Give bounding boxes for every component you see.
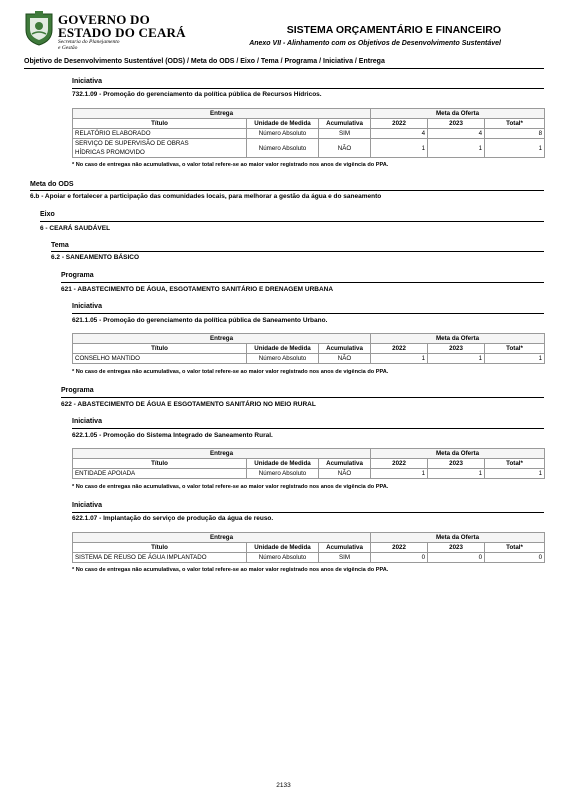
cell-acumulativa: SIM: [319, 553, 371, 563]
entrega-header: Entrega: [73, 449, 371, 459]
footnote: * No caso de entregas não acumulativas, o valor total refere-se ao maior valor registrado nos anos de vigência do PPA.: [72, 369, 389, 375]
annex-subtitle: Anexo VII - Alinhamento com os Objetivos de Desenvolvimento Sustentável: [249, 40, 501, 47]
col-2023: 2023: [428, 119, 485, 129]
cell-2023: 0: [428, 553, 485, 563]
gov-name-line2: ESTADO DO CEARÁ: [58, 25, 186, 40]
cell-unidade: Número Absoluto: [247, 553, 319, 563]
cell-2023: 1: [428, 139, 485, 158]
iniciativa-label: Iniciativa: [72, 303, 102, 310]
divider: [61, 282, 544, 283]
cell-2022: 0: [371, 553, 428, 563]
col-titulo: Título: [73, 119, 247, 129]
col-2022: 2022: [371, 119, 428, 129]
divider: [30, 190, 544, 191]
cell-total: 8: [485, 129, 545, 139]
meta-header: Meta da Oferta: [371, 109, 545, 119]
col-2022: 2022: [371, 459, 428, 469]
programa-label: Programa: [61, 387, 94, 394]
iniciativa-title: 622.1.05 - Promoção do Sistema Integrado de Saneamento Rural.: [72, 432, 273, 439]
iniciativa-label: Iniciativa: [72, 502, 102, 509]
entrega-header: Entrega: [73, 334, 371, 344]
cell-titulo: SISTEMA DE REUSO DE ÁGUA IMPLANTADO: [73, 553, 247, 563]
programa-label: Programa: [61, 272, 94, 279]
cell-acumulativa: NÃO: [319, 469, 371, 479]
col-titulo: Título: [73, 543, 247, 553]
col-2023: 2023: [428, 459, 485, 469]
footnote: * No caso de entregas não acumulativas, o valor total refere-se ao maior valor registrado nos anos de vigência do PPA.: [72, 162, 389, 168]
cell-titulo: ENTIDADE APOIADA: [73, 469, 247, 479]
table-row: [73, 354, 545, 364]
cell-acumulativa: NÃO: [319, 354, 371, 364]
meta-ods-title: 6.b - Apoiar e fortalecer a participação das comunidades locais, para melhorar a gestão da água e do saneamento: [30, 193, 382, 200]
divider: [72, 428, 544, 429]
iniciativa-title: 621.1.05 - Promoção do gerenciamento da política pública de Saneamento Urbano.: [72, 317, 328, 324]
divider: [72, 88, 544, 89]
table-row: [73, 129, 545, 139]
cell-titulo: CONSELHO MANTIDO: [73, 354, 247, 364]
meta-header: Meta da Oferta: [371, 449, 545, 459]
page-number: 2133: [276, 782, 291, 789]
tema-label: Tema: [51, 242, 69, 249]
col-acumulativa: Acumulativa: [319, 119, 371, 129]
col-acumulativa: Acumulativa: [319, 459, 371, 469]
programa-title: 622 - ABASTECIMENTO DE ÁGUA E ESGOTAMENTO SANITÁRIO NO MEIO RURAL: [61, 401, 316, 408]
cell-titulo: RELATÓRIO ELABORADO: [73, 129, 247, 139]
gov-name-line1: GOVERNO DO: [58, 12, 150, 27]
cell-unidade: Número Absoluto: [247, 354, 319, 364]
cell-total: 1: [485, 354, 545, 364]
cell-unidade: Número Absoluto: [247, 469, 319, 479]
cell-2023: 4: [428, 129, 485, 139]
col-titulo: Título: [73, 344, 247, 354]
col-total: Total*: [485, 119, 545, 129]
col-2022: 2022: [371, 543, 428, 553]
cell-2022: 1: [371, 354, 428, 364]
cell-2022: 4: [371, 129, 428, 139]
eixo-label: Eixo: [40, 211, 55, 218]
header-divider: [24, 68, 544, 69]
table-row: [73, 553, 545, 563]
gov-secretariat-line1: Secretaria do Planejamento: [58, 39, 120, 45]
cell-unidade: Número Absoluto: [247, 139, 319, 158]
col-unidade: Unidade de Medida: [247, 459, 319, 469]
meta-ods-label: Meta do ODS: [30, 181, 74, 188]
entrega-table: [72, 532, 545, 563]
state-coat-of-arms-logo: [24, 10, 54, 46]
hierarchy-path: Objetivo de Desenvolvimento Sustentável (ODS) / Meta do ODS / Eixo / Tema / Programa / Iniciativa / Entrega: [24, 58, 385, 65]
cell-2022: 1: [371, 469, 428, 479]
table-row: [73, 469, 545, 479]
iniciativa-title: 622.1.07 - Implantação do serviço de produção da água de reuso.: [72, 515, 274, 522]
divider: [40, 221, 544, 222]
iniciativa-title: 732.1.09 - Promoção do gerenciamento da política pública de Recursos Hídricos.: [72, 91, 322, 98]
col-total: Total*: [485, 459, 545, 469]
cell-total: 1: [485, 469, 545, 479]
cell-2023: 1: [428, 469, 485, 479]
cell-acumulativa: NÃO: [319, 139, 371, 158]
entrega-table: [72, 448, 545, 479]
col-2022: 2022: [371, 344, 428, 354]
tema-title: 6.2 - SANEAMENTO BÁSICO: [51, 254, 140, 261]
col-acumulativa: Acumulativa: [319, 344, 371, 354]
cell-unidade: Número Absoluto: [247, 129, 319, 139]
cell-total: 0: [485, 553, 545, 563]
divider: [72, 512, 544, 513]
col-unidade: Unidade de Medida: [247, 119, 319, 129]
table-row: [73, 139, 545, 158]
col-2023: 2023: [428, 344, 485, 354]
entrega-table: [72, 333, 545, 364]
entrega-header: Entrega: [73, 533, 371, 543]
divider: [61, 397, 544, 398]
eixo-title: 6 - CEARÁ SAUDÁVEL: [40, 225, 111, 232]
iniciativa-label: Iniciativa: [72, 418, 102, 425]
footnote: * No caso de entregas não acumulativas, o valor total refere-se ao maior valor registrado nos anos de vigência do PPA.: [72, 484, 389, 490]
divider: [51, 251, 544, 252]
entrega-table: [72, 108, 545, 158]
entrega-header: Entrega: [73, 109, 371, 119]
system-title: SISTEMA ORÇAMENTÁRIO E FINANCEIRO: [286, 24, 501, 36]
cell-acumulativa: SIM: [319, 129, 371, 139]
col-unidade: Unidade de Medida: [247, 543, 319, 553]
col-2023: 2023: [428, 543, 485, 553]
footnote: * No caso de entregas não acumulativas, o valor total refere-se ao maior valor registrado nos anos de vigência do PPA.: [72, 567, 389, 573]
cell-titulo: [73, 139, 247, 158]
cell-2022: 1: [371, 139, 428, 158]
col-total: Total*: [485, 543, 545, 553]
cell-titulo-line2: HÍDRICAS PROMOVIDO: [75, 149, 145, 156]
meta-header: Meta da Oferta: [371, 533, 545, 543]
cell-2023: 1: [428, 354, 485, 364]
meta-header: Meta da Oferta: [371, 334, 545, 344]
col-unidade: Unidade de Medida: [247, 344, 319, 354]
gov-secretariat-line2: e Gestão: [58, 45, 78, 51]
col-total: Total*: [485, 344, 545, 354]
col-titulo: Título: [73, 459, 247, 469]
col-acumulativa: Acumulativa: [319, 543, 371, 553]
programa-title: 621 - ABASTECIMENTO DE ÁGUA, ESGOTAMENTO SANITÁRIO E DRENAGEM URBANA: [61, 286, 334, 293]
cell-total: 1: [485, 139, 545, 158]
cell-titulo-line1: SERVIÇO DE SUPERVISÃO DE OBRAS: [75, 140, 189, 147]
divider: [72, 313, 544, 314]
iniciativa-label: Iniciativa: [72, 78, 102, 85]
